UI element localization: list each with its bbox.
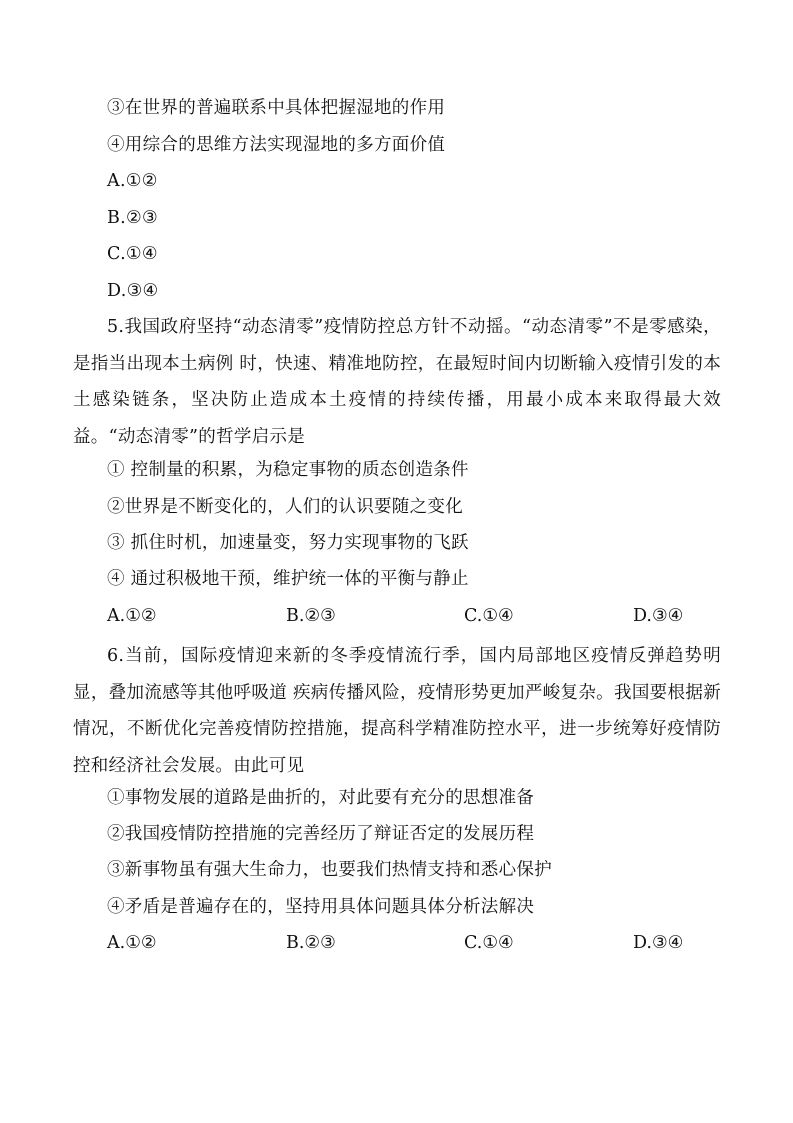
q5-options: [107, 604, 707, 628]
q5-option-d: D.③④: [633, 606, 684, 626]
q4-option-a: A.①②: [107, 171, 158, 191]
q5-option-b: B.②③: [286, 606, 336, 626]
q5-option-c: C.①④: [464, 606, 514, 626]
q4-statement-4: ④用综合的思维方法实现湿地的多方面价值: [107, 135, 446, 155]
q6-option-a: A.①②: [107, 933, 157, 953]
q4-option-b: B.②③: [107, 208, 158, 228]
q4-statement-3: ③在世界的普遍联系中具体把握湿地的作用: [107, 98, 446, 118]
q6-statement-4: ④矛盾是普遍存在的，坚持用具体问题具体分析法解决: [107, 897, 535, 917]
q5-statement-4: ④ 通过积极地干预，维护统一体的平衡与静止: [107, 569, 469, 589]
q6-statement-3: ③新事物虽有强大生命力，也要我们热情支持和悉心保护: [107, 860, 552, 880]
q6-stem: 6.当前，国际疫情迎来新的冬季疫情流行季，国内局部地区疫情反弹趋势明显，叠加流感等其他呼吸道 疾病传播风险，疫情形势更加严峻复杂。我国要根据新情况，不断优化完善疫情防控措施，提高科学精准防控水平，进一步统筹好疫情防控和经济社会发展。由此可见: [73, 646, 721, 776]
q4-option-c: C.①④: [107, 244, 158, 264]
q4-option-d: D.③④: [107, 281, 159, 301]
q6-option-c: C.①④: [464, 933, 514, 953]
q5-statement-3: ③ 抓住时机，加速量变，努力实现事物的飞跃: [107, 533, 469, 553]
q5-statement-1: ① 控制量的积累，为稳定事物的质态创造条件: [107, 460, 469, 480]
q6-option-b: B.②③: [286, 933, 336, 953]
q6-statement-1: ①事物发展的道路是曲折的，对此要有充分的思想准备: [107, 788, 535, 808]
q6-options: [107, 931, 707, 955]
q5-statement-2: ②世界是不断变化的，人们的认识要随之变化: [107, 497, 463, 517]
q5-stem: 5.我国政府坚持“动态清零”疫情防控总方针不动摇。“动态清零”不是零感染，是指当出现本土病例 时，快速、精准地防控，在最短时间内切断输入疫情引发的本土感染链条，坚决防止造成本土疫情的持续传播，用最小成本来取得最大效益。“动态清零”的哲学启示是: [73, 317, 721, 447]
q6-option-d: D.③④: [633, 933, 684, 953]
q5-option-a: A.①②: [107, 606, 157, 626]
q6-statement-2: ②我国疫情防控措施的完善经历了辩证否定的发展历程: [107, 824, 535, 844]
